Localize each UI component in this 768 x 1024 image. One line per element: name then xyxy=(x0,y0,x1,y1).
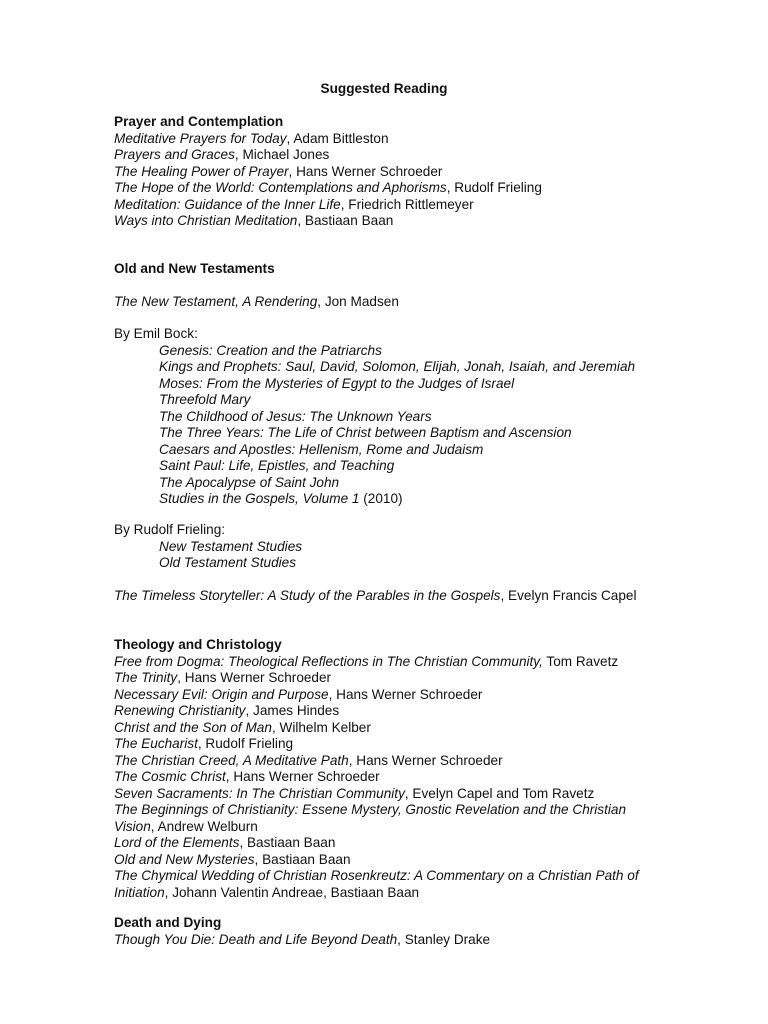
book-title: Genesis: Creation and the Patriarchs xyxy=(159,342,382,358)
book-author: , Hans Werner Schroeder xyxy=(348,752,503,768)
book-title: Lord of the Elements xyxy=(114,835,240,850)
book-author: , Andrew Welburn xyxy=(150,818,258,834)
book-title: The Trinity xyxy=(114,670,178,685)
reading-entry xyxy=(114,932,674,949)
reading-entry xyxy=(114,197,674,214)
book-author: , James Hindes xyxy=(245,703,340,718)
book-author: , Jon Madsen xyxy=(317,294,399,309)
book-title: The Childhood of Jesus: The Unknown Years xyxy=(159,408,432,424)
book-author: , Johann Valentin Andreae, Bastiaan Baan xyxy=(164,884,420,900)
reading-entry xyxy=(114,736,659,753)
reading-entry xyxy=(114,852,659,869)
section-heading: Prayer and Contemplation xyxy=(114,114,284,129)
section-heading: Theology and Christology xyxy=(114,637,282,652)
reading-entry xyxy=(114,442,674,459)
reading-entry xyxy=(114,359,674,376)
reading-entry xyxy=(114,294,674,311)
reading-entry xyxy=(114,131,674,148)
book-author: Tom Ravetz xyxy=(542,653,619,669)
book-title: Free from Dogma: Theological Reflections in The Christian Community, xyxy=(114,653,543,669)
reading-entry xyxy=(114,654,659,671)
reading-entry xyxy=(114,392,674,409)
book-title: The Timeless Storyteller: A Study of the Parables in the Gospels xyxy=(114,588,501,603)
book-title: Though You Die: Death and Life Beyond Death xyxy=(114,931,398,947)
book-author: , Hans Werner Schroeder xyxy=(288,163,443,179)
reading-entry xyxy=(114,802,659,835)
reading-entry xyxy=(114,753,659,770)
reading-entry xyxy=(114,425,674,442)
reading-entry xyxy=(114,687,659,704)
book-title: Seven Sacraments: In The Christian Community xyxy=(114,785,405,801)
book-author: , Stanley Drake xyxy=(397,931,491,947)
section-prayer xyxy=(114,114,674,230)
bock-list xyxy=(114,326,674,508)
reading-entry xyxy=(114,147,674,164)
book-title: Threefold Mary xyxy=(159,392,251,407)
book-author: , Wilhelm Kelber xyxy=(271,719,371,735)
section-heading: Death and Dying xyxy=(114,915,222,930)
book-title: The Christian Creed, A Meditative Path xyxy=(114,752,349,768)
section-testaments xyxy=(114,261,674,278)
book-author: , Bastiaan Baan xyxy=(239,835,336,850)
book-author: , Friedrich Rittlemeyer xyxy=(340,196,474,212)
book-title: The New Testament, A Rendering xyxy=(114,294,318,309)
reading-entry xyxy=(114,343,674,360)
page-title: Suggested Reading xyxy=(320,81,448,96)
reading-entry xyxy=(114,539,674,556)
book-title: Meditative Prayers for Today xyxy=(114,130,287,146)
book-title: Studies in the Gospels, Volume 1 xyxy=(159,491,360,506)
book-year: (2010) xyxy=(359,491,403,506)
book-author: , Hans Werner Schroeder xyxy=(177,670,332,685)
book-title: Necessary Evil: Origin and Purpose xyxy=(114,686,329,702)
reading-entry xyxy=(114,213,674,230)
book-author: , Hans Werner Schroeder xyxy=(225,769,380,784)
reading-entry xyxy=(114,491,674,508)
book-author: , Michael Jones xyxy=(234,147,330,162)
book-title: Ways into Christian Meditation xyxy=(114,213,298,228)
section-heading: Old and New Testaments xyxy=(114,261,275,276)
reading-entry xyxy=(114,670,659,687)
book-title: The Cosmic Christ xyxy=(114,769,226,784)
book-title: Moses: From the Mysteries of Egypt to the Judges of Israel xyxy=(159,375,515,391)
reading-entry xyxy=(114,376,674,393)
capel-entry-block xyxy=(114,588,674,605)
book-title: The Apocalypse of Saint John xyxy=(159,474,340,490)
book-title: Saint Paul: Life, Epistles, and Teaching xyxy=(159,458,395,473)
book-title: The Beginnings of Christianity: Essene Mystery, Gnostic Revelation and the Christian Vision xyxy=(114,802,627,834)
book-author: , Bastiaan Baan xyxy=(297,213,394,228)
book-title: Kings and Prophets: Saul, David, Solomon, Elijah, Jonah, Isaiah, and Jeremiah xyxy=(159,359,636,374)
book-title: The Chymical Wedding of Christian Rosenkreutz: A Commentary on a Christian Path of Initiation xyxy=(114,868,639,900)
reading-entry xyxy=(114,835,659,852)
section-theology xyxy=(114,637,659,901)
reading-entry xyxy=(114,458,674,475)
reading-entry xyxy=(114,475,674,492)
book-title: Old and New Mysteries xyxy=(114,851,255,867)
book-title: Christ and the Son of Man xyxy=(114,719,272,735)
book-title: New Testament Studies xyxy=(159,538,303,554)
book-title: The Eucharist xyxy=(114,736,198,751)
book-author: , Rudolf Frieling xyxy=(197,736,294,751)
book-author: , Evelyn Capel and Tom Ravetz xyxy=(404,785,595,801)
reading-entry xyxy=(114,769,659,786)
author-label: By Rudolf Frieling: xyxy=(114,522,226,537)
reading-entry xyxy=(114,703,659,720)
book-title: Old Testament Studies xyxy=(159,555,297,570)
book-author: , Rudolf Frieling xyxy=(446,180,542,195)
reading-entry xyxy=(114,180,674,197)
reading-entry xyxy=(114,588,674,605)
book-author: , Evelyn Francis Capel xyxy=(500,588,637,603)
book-title: The Healing Power of Prayer xyxy=(114,163,289,179)
book-title: Renewing Christianity xyxy=(114,703,246,718)
book-title: The Hope of the World: Contemplations and Aphorisms xyxy=(114,180,447,195)
section-death xyxy=(114,915,674,948)
reading-entry xyxy=(114,786,659,803)
book-title: Caesars and Apostles: Hellenism, Rome and Judaism xyxy=(159,441,484,457)
reading-entry xyxy=(114,409,674,426)
book-author: , Adam Bittleston xyxy=(286,130,389,146)
frieling-list xyxy=(114,522,674,572)
book-author: , Bastiaan Baan xyxy=(254,851,351,867)
book-title: Meditation: Guidance of the Inner Life xyxy=(114,196,341,212)
madsen-entry-block xyxy=(114,294,674,311)
reading-entry xyxy=(114,720,659,737)
book-author: , Hans Werner Schroeder xyxy=(328,686,483,702)
book-title: The Three Years: The Life of Christ between Baptism and Ascension xyxy=(159,425,572,440)
reading-entry xyxy=(114,555,674,572)
author-label: By Emil Bock: xyxy=(114,326,198,341)
reading-entry xyxy=(114,164,674,181)
book-title: Prayers and Graces xyxy=(114,147,235,162)
reading-entry xyxy=(114,868,659,901)
